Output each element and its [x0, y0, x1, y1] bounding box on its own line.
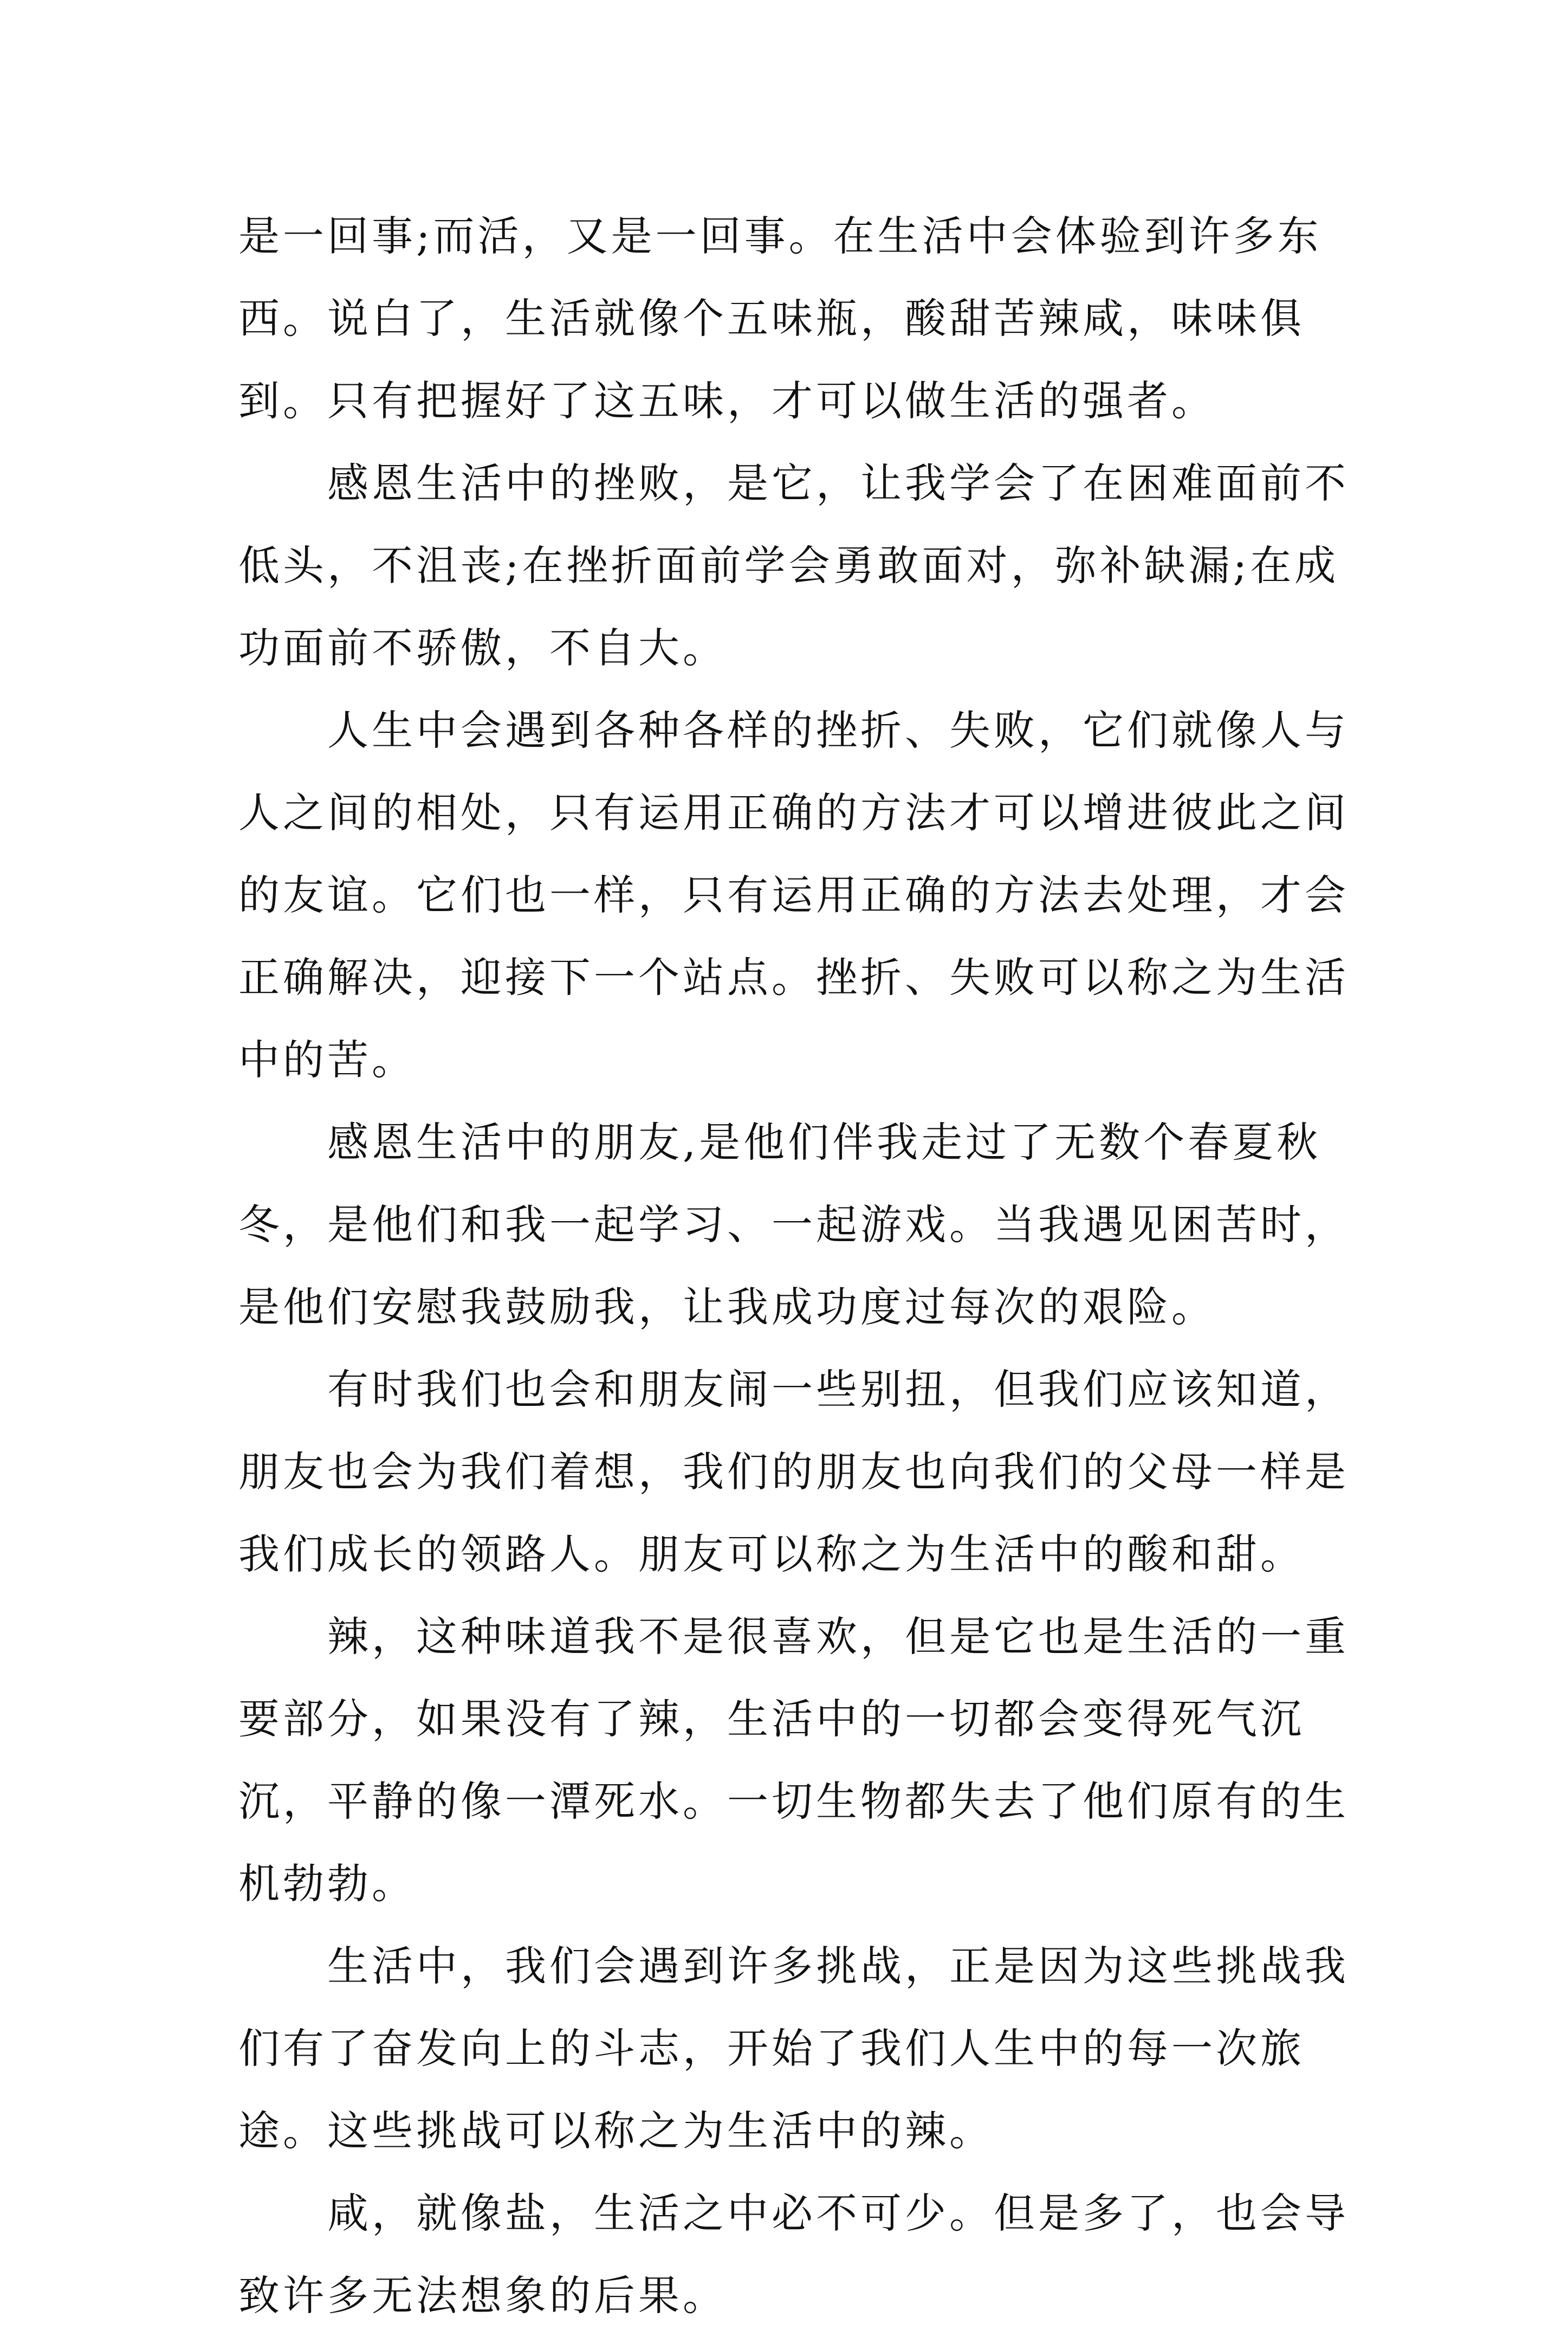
paragraph-2: 感恩生活中的挫败，是它，让我学会了在困难面前不低头，不沮丧;在挫折面前学会勇敢面对，弥补缺漏;在成功面前不骄傲，不自大。	[238, 459, 1349, 672]
paragraph-3: 人生中会遇到各种各样的挫折、失败，它们就像人与人之间的相处，只有运用正确的方法才可以增进彼此之间的友谊。它们也一样，只有运用正确的方法去处理，才会正确解决，迎接下一个站点。挫折、失败可以称之为生活中的苦。	[238, 706, 1349, 1084]
paragraph-8: 咸，就像盐，生活之中必不可少。但是多了，也会导致许多无法想象的后果。	[238, 2189, 1349, 2320]
paragraph-5: 有时我们也会和朋友闹一些别扭，但我们应该知道，朋友也会为我们着想，我们的朋友也向我们的父母一样是我们成长的领路人。朋友可以称之为生活中的酸和甜。	[238, 1365, 1349, 1578]
paragraph-6: 辣，这种味道我不是很喜欢，但是它也是生活的一重要部分，如果没有了辣，生活中的一切都会变得死气沉沉，平静的像一潭死水。一切生物都失去了他们原有的生机勃勃。	[238, 1612, 1349, 1908]
body-text	[238, 195, 1355, 2337]
paragraph-7: 生活中，我们会遇到许多挑战，正是因为这些挑战我们有了奋发向上的斗志，开始了我们人生中的每一次旅途。这些挑战可以称之为生活中的辣。	[238, 1942, 1349, 2155]
paragraph-4: 感恩生活中的朋友,是他们伴我走过了无数个春夏秋冬，是他们和我一起学习、一起游戏。当我遇见困苦时，是他们安慰我鼓励我，让我成功度过每次的艰险。	[238, 1118, 1349, 1331]
paragraph-1: 是一回事;而活，又是一回事。在生活中会体验到许多东西。说白了，生活就像个五味瓶，酸甜苦辣咸，味味俱到。只有把握好了这五味，才可以做生活的强者。	[238, 212, 1322, 425]
